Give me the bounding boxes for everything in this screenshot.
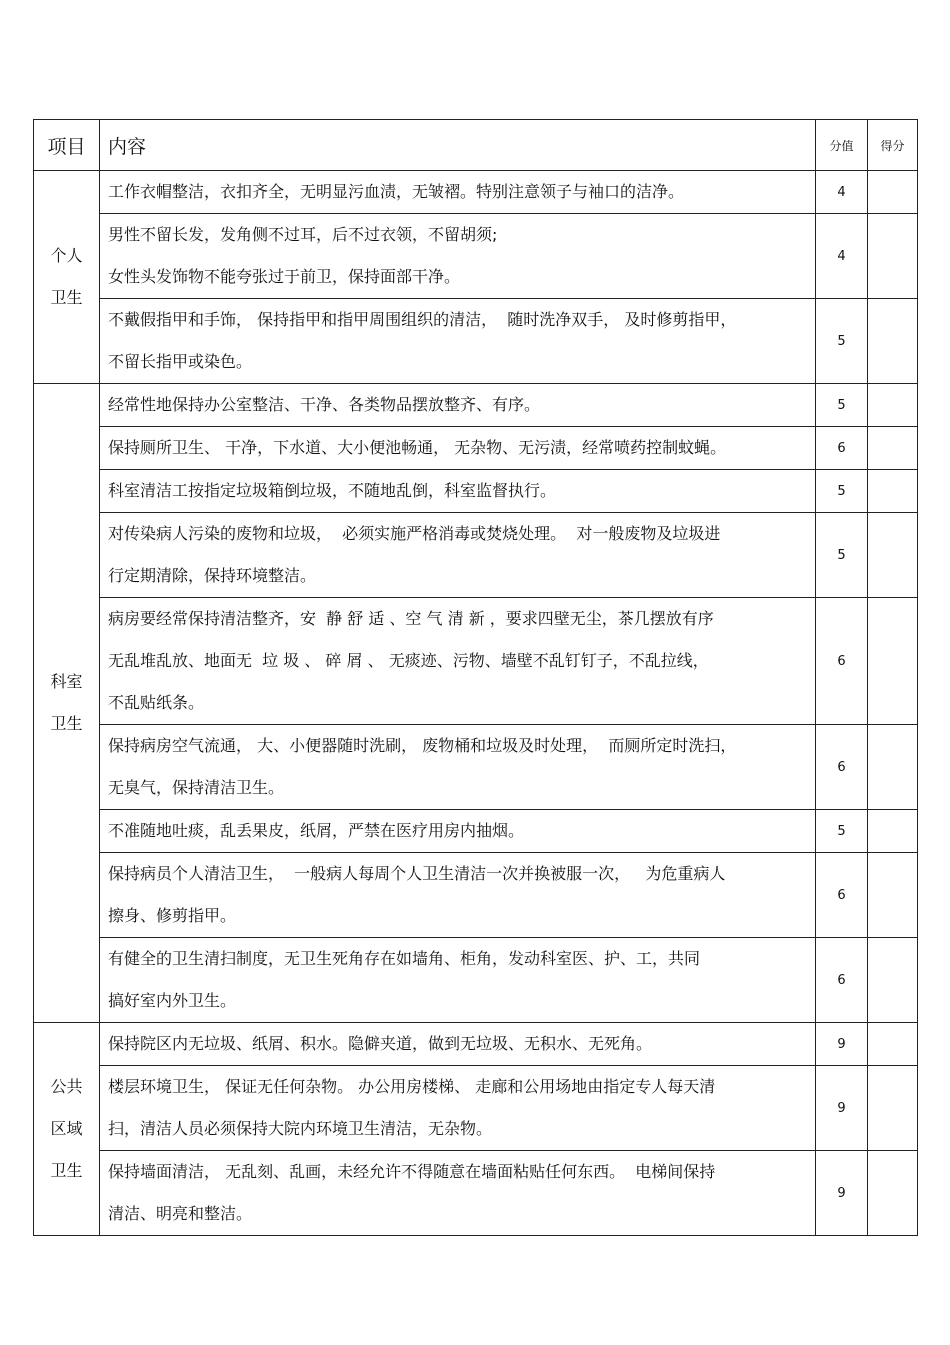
got-score-cell[interactable] [868, 513, 918, 598]
header-item: 项目 [34, 120, 100, 171]
score-cell: 9 [816, 1151, 868, 1236]
content-cell: 保持院区内无垃圾、纸屑、积水。隐僻夹道，做到无垃圾、无积水、无死角。 [100, 1023, 816, 1066]
hygiene-score-table [33, 119, 918, 1236]
got-score-cell[interactable] [868, 853, 918, 938]
table-row [34, 810, 918, 853]
content-cell: 不戴假指甲和手饰， 保持指甲和指甲周围组织的清洁， 随时洗净双手， 及时修剪指甲， 不留长指甲或染色。 [100, 299, 816, 384]
content-cell: 楼层环境卫生， 保证无任何杂物。 办公用房楼梯、 走廊和公用场地由指定专人每天清 扫，清洁人员必须保持大院内环境卫生清洁，无杂物。 [100, 1066, 816, 1151]
header-content: 内容 [100, 120, 816, 171]
content-cell: 保持墙面清洁， 无乱刻、乱画，未经允许不得随意在墙面粘贴任何东西。 电梯间保持 清洁、明亮和整洁。 [100, 1151, 816, 1236]
category-cell [34, 171, 100, 384]
table-body [34, 120, 918, 1236]
category-cell [34, 1023, 100, 1236]
got-score-cell[interactable] [868, 470, 918, 513]
table-row [34, 1066, 918, 1151]
content-cell: 有健全的卫生清扫制度，无卫生死角存在如墙角、柜角，发动科室医、护、工，共同 搞好室内外卫生。 [100, 938, 816, 1023]
got-score-cell[interactable] [868, 384, 918, 427]
got-score-cell[interactable] [868, 1151, 918, 1236]
category-label: 卫生 [50, 714, 83, 733]
got-score-cell[interactable] [868, 427, 918, 470]
table-row [34, 299, 918, 384]
table-row [34, 1151, 918, 1236]
category-label: 个人 [50, 246, 83, 265]
score-cell: 5 [816, 513, 868, 598]
table-row [34, 470, 918, 513]
score-cell: 4 [816, 214, 868, 299]
got-score-cell[interactable] [868, 214, 918, 299]
table-row [34, 1023, 918, 1066]
got-score-cell[interactable] [868, 299, 918, 384]
table-row [34, 171, 918, 214]
content-cell: 男性不留长发，发角侧不过耳，后不过衣领，不留胡须; 女性头发饰物不能夸张过于前卫，保持面部干净。 [100, 214, 816, 299]
got-score-cell[interactable] [868, 938, 918, 1023]
content-cell: 科室清洁工按指定垃圾箱倒垃圾，不随地乱倒，科室监督执行。 [100, 470, 816, 513]
got-score-cell[interactable] [868, 725, 918, 810]
category-label: 公共 [50, 1077, 83, 1096]
category-label: 卫生 [50, 1161, 83, 1180]
score-cell: 5 [816, 299, 868, 384]
content-cell: 保持病房空气流通， 大、小便器随时洗刷， 废物桶和垃圾及时处理， 而厕所定时洗扫， 无臭气，保持清洁卫生。 [100, 725, 816, 810]
score-cell: 5 [816, 470, 868, 513]
header-score: 分值 [816, 120, 868, 171]
content-cell: 保持厕所卫生、 干净，下水道、大小便池畅通， 无杂物、无污渍，经常喷药控制蚊蝇。 [100, 427, 816, 470]
score-cell: 6 [816, 938, 868, 1023]
score-cell: 4 [816, 171, 868, 214]
content-cell: 经常性地保持办公室整洁、干净、各类物品摆放整齐、有序。 [100, 384, 816, 427]
table-row [34, 853, 918, 938]
category-label: 区域 [50, 1119, 83, 1138]
score-cell: 6 [816, 427, 868, 470]
got-score-cell[interactable] [868, 598, 918, 725]
header-got: 得分 [868, 120, 918, 171]
table-row [34, 938, 918, 1023]
category-label: 科室 [50, 672, 83, 691]
score-cell: 6 [816, 598, 868, 725]
content-cell: 不准随地吐痰，乱丢果皮，纸屑，严禁在医疗用房内抽烟。 [100, 810, 816, 853]
table-row [34, 214, 918, 299]
score-cell: 9 [816, 1066, 868, 1151]
got-score-cell[interactable] [868, 171, 918, 214]
score-cell: 6 [816, 853, 868, 938]
content-cell: 病房要经常保持清洁整齐，安 静 舒 适 、空 气 清 新 ，要求四壁无尘，茶几摆放有序 无乱堆乱放、地面无 垃 圾 、 碎 屑 、 无痰迹、污物、墙壁不乱钉钉子，不乱拉线， 不乱贴纸条。 [100, 598, 816, 725]
table-row [34, 725, 918, 810]
content-cell: 对传染病人污染的废物和垃圾， 必须实施严格消毒或焚烧处理。 对一般废物及垃圾进 行定期清除，保持环境整洁。 [100, 513, 816, 598]
table-row [34, 598, 918, 725]
table-row [34, 427, 918, 470]
table-row [34, 384, 918, 427]
score-cell: 6 [816, 725, 868, 810]
content-cell: 工作衣帽整洁，衣扣齐全，无明显污血渍，无皱褶。特别注意领子与袖口的洁净。 [100, 171, 816, 214]
table-row [34, 513, 918, 598]
score-cell: 5 [816, 384, 868, 427]
category-label: 卫生 [50, 288, 83, 307]
got-score-cell[interactable] [868, 810, 918, 853]
content-cell: 保持病员个人清洁卫生， 一般病人每周个人卫生清洁一次并换被服一次， 为危重病人 擦身、修剪指甲。 [100, 853, 816, 938]
got-score-cell[interactable] [868, 1023, 918, 1066]
category-cell [34, 384, 100, 1023]
score-cell: 5 [816, 810, 868, 853]
got-score-cell[interactable] [868, 1066, 918, 1151]
header-row [34, 120, 918, 171]
score-cell: 9 [816, 1023, 868, 1066]
